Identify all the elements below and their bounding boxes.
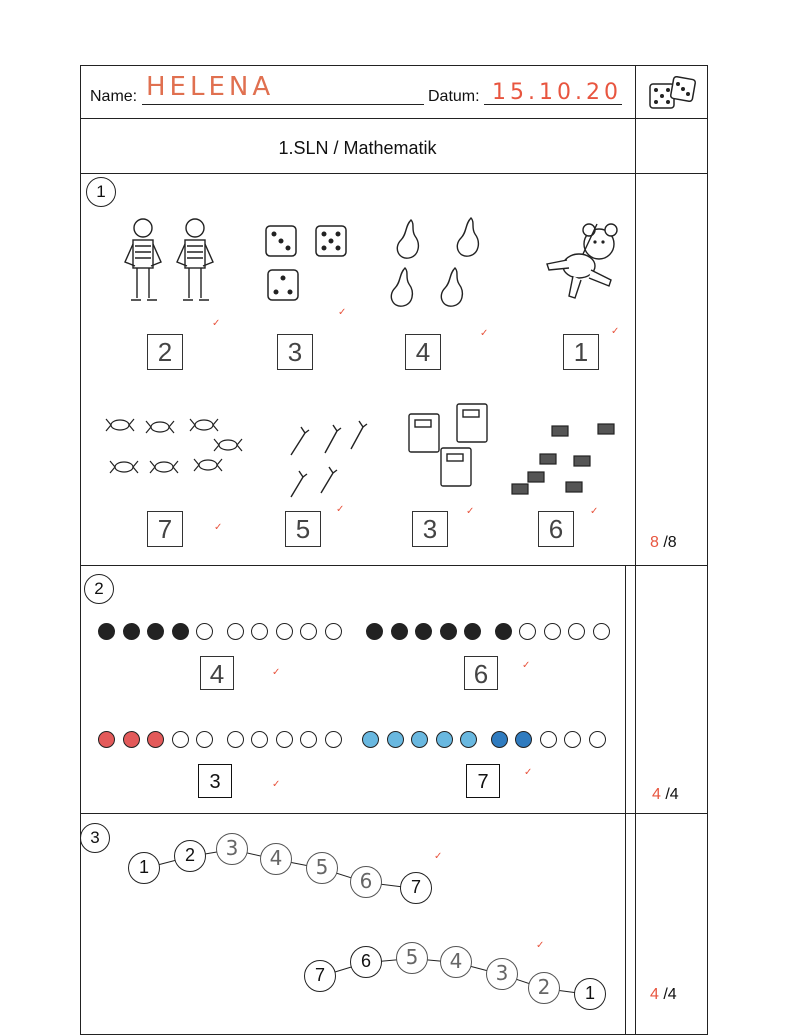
chain-number: 2	[174, 840, 206, 872]
check-mark: ✓	[480, 328, 489, 339]
chain-number: 6	[350, 946, 382, 978]
date-line	[484, 104, 622, 105]
task2-answer-4[interactable]: 7	[466, 764, 500, 798]
counting-dot	[436, 731, 453, 748]
counting-dot	[593, 623, 610, 640]
counting-dot	[276, 731, 293, 748]
score-column-divider	[635, 65, 636, 1035]
date-label: Datum:	[428, 88, 480, 105]
check-mark: ✓	[272, 779, 281, 790]
check-mark: ✓	[466, 506, 475, 517]
counting-dot	[366, 623, 383, 640]
task3-number: 3	[80, 823, 110, 853]
chain-number[interactable]: 5	[396, 942, 428, 974]
counting-dot	[564, 731, 581, 748]
task1-answer-6[interactable]: 5	[285, 511, 321, 547]
check-mark: ✓	[336, 504, 345, 515]
check-mark: ✓	[536, 940, 545, 951]
counting-dot	[362, 731, 379, 748]
counting-dot	[464, 623, 481, 640]
counting-dot	[98, 623, 115, 640]
counting-dot	[276, 623, 293, 640]
task1-answer-5[interactable]: 7	[147, 511, 183, 547]
chain-number[interactable]: 2	[528, 972, 560, 1004]
task1-answer-8[interactable]: 6	[538, 511, 574, 547]
counting-dot	[440, 623, 457, 640]
task2-divider	[80, 813, 708, 814]
chain-number[interactable]: 3	[216, 833, 248, 865]
name-value: HELENA	[146, 72, 275, 102]
counting-dot	[147, 731, 164, 748]
task3-score	[650, 986, 677, 1004]
task1-answer-7[interactable]: 3	[412, 511, 448, 547]
task2-score-total: /4	[665, 786, 679, 803]
counting-dot	[415, 623, 432, 640]
chain-number[interactable]: 4	[440, 946, 472, 978]
task1-score-total: /8	[663, 534, 677, 551]
task2-answer-1[interactable]: 4	[200, 656, 234, 690]
counting-dot	[251, 731, 268, 748]
check-mark: ✓	[214, 522, 223, 533]
counting-dot	[411, 731, 428, 748]
dice-group-icon	[262, 222, 352, 306]
counting-dot	[227, 731, 244, 748]
task1-divider	[80, 565, 708, 566]
counting-dot	[391, 623, 408, 640]
counting-dot	[172, 731, 189, 748]
counting-dot	[515, 731, 532, 748]
score-column-divider-lower	[625, 565, 626, 1035]
chain-number[interactable]: 6	[350, 866, 382, 898]
counting-dot	[98, 731, 115, 748]
check-mark: ✓	[272, 667, 281, 678]
task1-score	[650, 534, 677, 552]
counting-dot	[123, 623, 140, 640]
counting-dot	[325, 731, 342, 748]
check-mark: ✓	[212, 318, 221, 329]
counting-dot	[325, 623, 342, 640]
counting-dot	[491, 731, 508, 748]
counting-dot	[460, 731, 477, 748]
check-mark: ✓	[611, 326, 620, 337]
counting-dot	[300, 731, 317, 748]
date-value: 15.10.20	[492, 80, 622, 105]
chain-number: 1	[128, 852, 160, 884]
task2-answer-3[interactable]: 3	[198, 764, 232, 798]
teddy-icon	[543, 216, 633, 302]
page-title: 1.SLN / Mathematik	[278, 138, 437, 158]
check-mark: ✓	[434, 851, 443, 862]
counting-dot	[544, 623, 561, 640]
check-mark: ✓	[590, 506, 599, 517]
books-icon	[405, 398, 495, 490]
counting-dot	[172, 623, 189, 640]
task1-answer-2[interactable]: 3	[277, 334, 313, 370]
chain-number: 7	[304, 960, 336, 992]
sharpeners-icon	[510, 420, 625, 504]
counting-dot	[589, 731, 606, 748]
task2-score	[652, 786, 679, 804]
name-line	[142, 104, 424, 105]
dice-icon	[648, 74, 700, 114]
counting-dot	[251, 623, 268, 640]
counting-dot	[196, 731, 213, 748]
counting-dot	[519, 623, 536, 640]
counting-dot	[147, 623, 164, 640]
counting-dot	[123, 731, 140, 748]
header-divider	[80, 118, 708, 119]
boys-icon	[115, 210, 225, 310]
counting-dot	[300, 623, 317, 640]
chain-number[interactable]: 4	[260, 843, 292, 875]
title-divider	[80, 173, 708, 174]
chain-number[interactable]: 3	[486, 958, 518, 990]
name-label: Name:	[90, 88, 138, 105]
pears-icon	[383, 212, 493, 312]
chain-number: 7	[400, 872, 432, 904]
task1-answer-4[interactable]: 1	[563, 334, 599, 370]
counting-dot	[495, 623, 512, 640]
task3-score-total: /4	[663, 986, 677, 1003]
counting-dot	[568, 623, 585, 640]
candies-icon	[100, 405, 248, 491]
task3-score-points: 4	[650, 986, 659, 1003]
chain-number: 1	[574, 978, 606, 1010]
task2-number: 2	[84, 574, 114, 604]
counting-dot	[387, 731, 404, 748]
task1-score-points: 8	[650, 534, 659, 551]
check-mark: ✓	[338, 307, 347, 318]
task1-answer-3[interactable]: 4	[405, 334, 441, 370]
check-mark: ✓	[524, 767, 533, 778]
counting-dot	[540, 731, 557, 748]
counting-dot	[227, 623, 244, 640]
forks-icon	[285, 415, 375, 501]
counting-dot	[196, 623, 213, 640]
task1-answer-1[interactable]: 2	[147, 334, 183, 370]
task2-score-points: 4	[652, 786, 661, 803]
task1-number: 1	[86, 177, 116, 207]
task2-answer-2[interactable]: 6	[464, 656, 498, 690]
chain-number[interactable]: 5	[306, 852, 338, 884]
check-mark: ✓	[522, 660, 531, 671]
